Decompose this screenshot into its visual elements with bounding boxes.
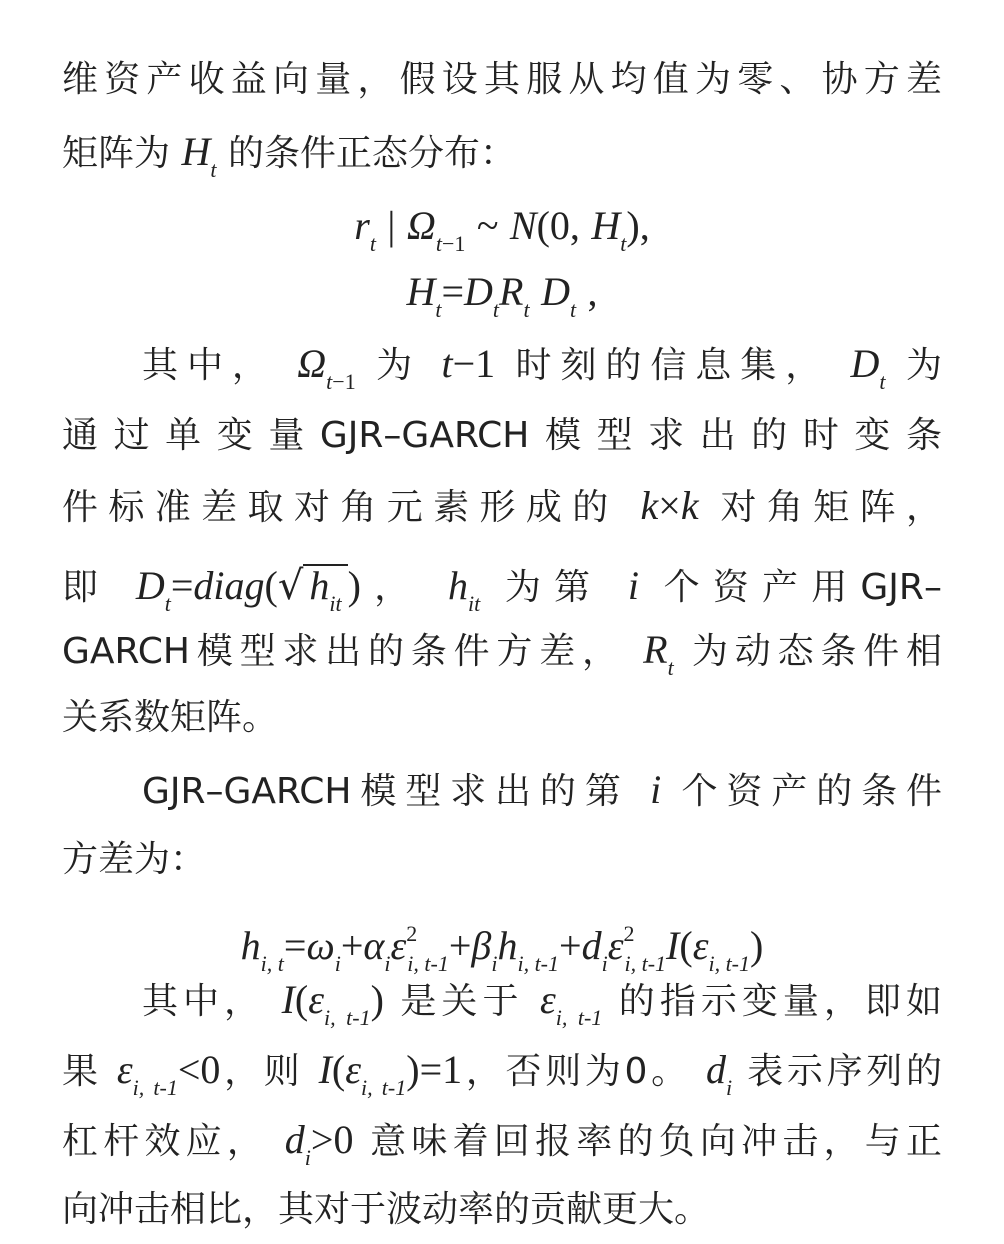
text-line-5: 件标准差取对角元素形成的 k×k 对角矩阵， — [62, 483, 942, 528]
text-line-7: GARCH模型求出的条件方差， $R_t$ 为动态条件相 — [62, 627, 942, 680]
text-line-9: GJR–GARCH模型求出的第 i 个资产的条件 — [142, 767, 942, 812]
text-line-8: 关系数矩阵。 — [62, 697, 279, 738]
text-line-1: 维资产收益向量，假设其服从均值为零、协方差 — [62, 59, 942, 100]
text-line-6: 即 $D_t=diag(√$ $h_{it}$ )， $h_{it}$ 为第 i 个资产用GJR– — [62, 556, 942, 616]
equation-3: $h_{i, t}=\omega_i+\alpha_i\varepsilon^2_{i, t-1}+\beta_ih_{i, t-1}+d_i\varepsilon^2_{i, t-1}I(\varepsilon_{i, t-1})$ — [240, 921, 764, 976]
text-line-4: 通过单变量GJR–GARCH模型求出的时变条 — [62, 415, 942, 456]
text-line-13: 杠杆效应， $d_i>0$ 意味着回报率的负向冲击，与正 — [62, 1117, 942, 1170]
equation-2: $H_t=D_tR_t$ $D_t$ , — [406, 269, 598, 322]
text-line-2: 矩阵为 $H_t$ 的条件正态分布： — [62, 129, 516, 182]
equation-1: $r_t$ | $\Omega_{t-1}$ ~ N(0, $H_t$), — [354, 203, 650, 256]
text-line-3: 其中， $\Omega_{t-1}$ 为 t−1 时刻的信息集， $D_t$ 为 — [142, 341, 942, 394]
text-line-14: 向冲击相比，其对于波动率的贡献更大。 — [62, 1189, 711, 1230]
text-line-12: 果 $\varepsilon_{i, t-1}<0$，则 $I(\varepsilon_{i, t-1})=1$，否则为0。 $d_i$ 表示序列的 — [62, 1047, 942, 1100]
text-line-11: 其中， $I(\varepsilon_{i, t-1})$ 是关于 $\varepsilon_{i, t-1}$ 的指示变量，即如 — [142, 977, 942, 1030]
text-line-10: 方差为： — [62, 839, 207, 880]
